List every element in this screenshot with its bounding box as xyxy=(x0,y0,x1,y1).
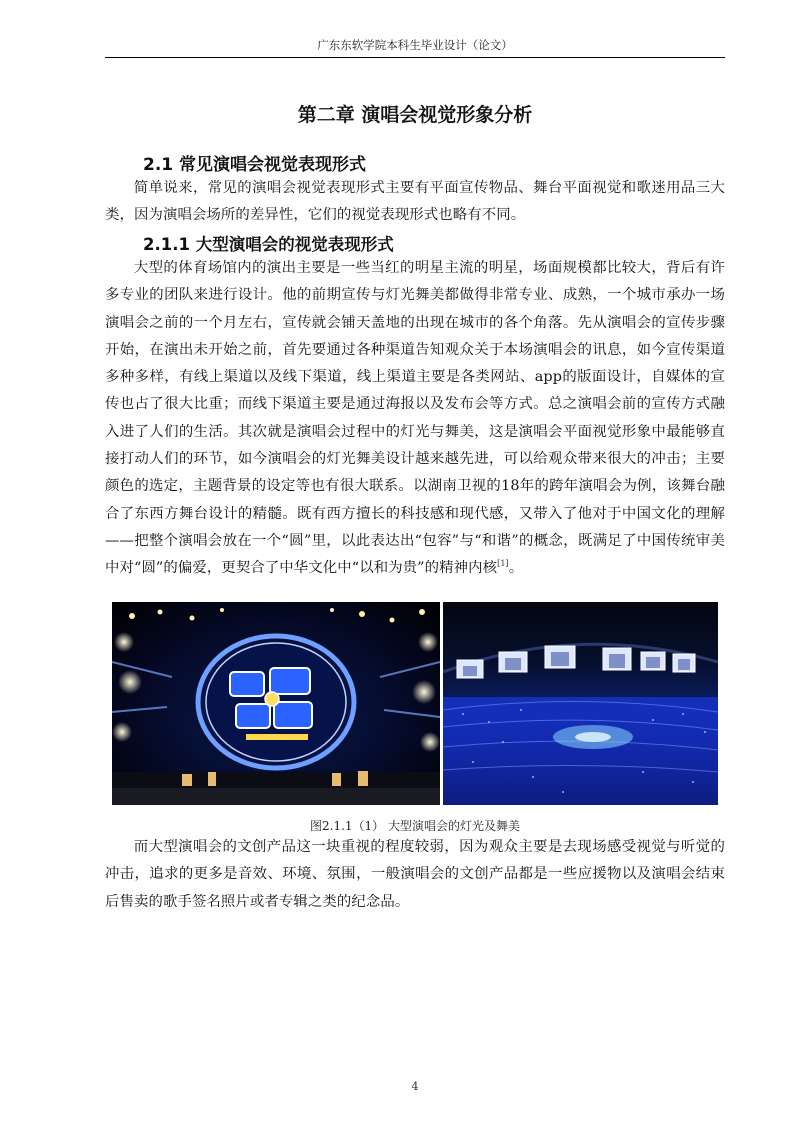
header-rule xyxy=(105,57,725,58)
stadium-crowd-photo xyxy=(443,602,718,805)
figure-caption: 图2.1.1（1） 大型演唱会的灯光及舞美 xyxy=(310,819,520,833)
chapter-title: 第二章 演唱会视觉形象分析 xyxy=(297,104,533,126)
citation-ref[interactable]: [1] xyxy=(497,559,509,569)
body-text: 大型的体育场馆内的演出主要是一些当红的明星主流的明星，场面规模都比较大，背后有许多专业的团队来进行设计。他的前期宣传与灯光舞美都做得非常专业、成熟，一个城市承办一场演唱会之前的一个月左右，宣传就会铺天盖地的出现在城市的各个角落。先从演唱会的宣传步骤开始，在演出未开始之前，首先要通过各种渠道告知观众关于本场演唱会的讯息，如今宣传渠道多种多样，有线上渠道以及线下渠道，线上渠道主要是各类网站、app的版面设计，自媒体的宣传也占了很大比重；而线下渠道主要是通过海报以及发布会等方式。总之演唱会前的宣传方式融入进了人们的生活。其次就是演唱会过程中的灯光与舞美，这是演唱会平面视觉形象中最能够直接打动人们的环节，如今演唱会的灯光舞美设计越来越先进，可以给观众带来很大的冲击；主要颜色的选定，主题背景的设定等也有很大联系。以湖南卫视的18年的跨年演唱会为例，该舞台融合了东西方舞台设计的精髓。既有西方擅长的科技感和现代感，又带入了他对于中国文化的理解——把整个演唱会放在一个“圆”里，以此表达出“包容”与“和谐”的概念，既满足了中国传统审美中对“圆”的偏爱，更契合了中华文化中“以和为贵”的精神内核 xyxy=(105,260,725,577)
body-text-end: 。 xyxy=(508,560,524,577)
running-header: 广东东软学院本科生毕业设计（论文） xyxy=(317,38,513,52)
concert-stage-photo xyxy=(112,602,440,805)
stadium-crowd-illustration xyxy=(443,602,718,805)
closing-paragraph: 而大型演唱会的文创产品这一块重视的程度较弱，因为观众主要是去现场感受视觉与听觉的冲击，追求的更多是音效、环境、氛围，一般演唱会的文创产品都是一些应援物以及演唱会结束后售卖的歌手签名照片或者专辑之类的纪念品。 xyxy=(105,839,725,910)
concert-stage-illustration xyxy=(112,602,440,805)
page-number: 4 xyxy=(411,1080,419,1093)
section-intro-paragraph: 简单说来，常见的演唱会视觉表现形式主要有平面宣传物品、舞台平面视觉和歌迷用品三大类，因为演唱会场所的差异性，它们的视觉表现形式也略有不同。 xyxy=(105,180,725,224)
section-heading: 2.1 常见演唱会视觉表现形式 xyxy=(143,155,367,175)
subsection-body-paragraph xyxy=(105,255,725,583)
subsection-heading: 2.1.1 大型演唱会的视觉表现形式 xyxy=(143,235,394,254)
